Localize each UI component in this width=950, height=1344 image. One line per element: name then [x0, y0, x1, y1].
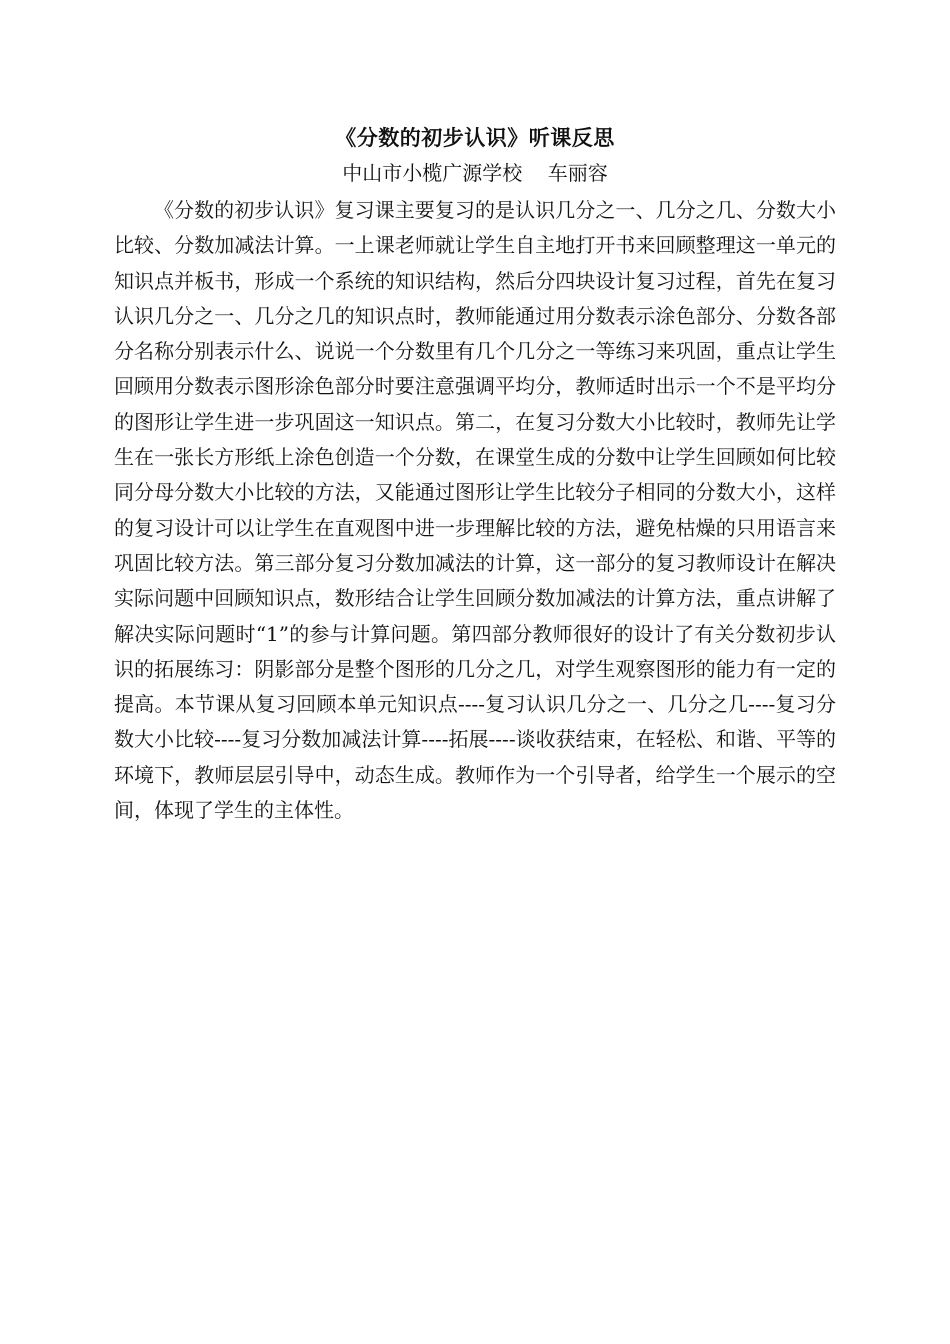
document-byline: 中山市小榄广源学校 车丽容	[342, 161, 608, 185]
document-title: 《分数的初步认识》听课反思	[335, 125, 615, 150]
document-body-paragraph: 《分数的初步认识》复习课主要复习的是认识几分之一、几分之几、分数大小比较、分数加减法计算。一上课老师就让学生自主地打开书来回顾整理这一单元的知识点并板书，形成一个系统的知识结构，然后分四块设计复习过程，首先在复习认识几分之一、几分之几的知识点时，教师能通过用分数表示涂色部分、分数各部分名称分别表示什么、说说一个分数里有几个几分之一等练习来巩固，重点让学生回顾用分数表示图形涂色部分时要注意强调平均分，教师适时出示一个不是平均分的图形让学生进一步巩固这一知识点。第二，在复习分数大小比较时，教师先让学生在一张长方形纸上涂色创造一个分数，在课堂生成的分数中让学生回顾如何比较同分母分数大小比较的方法，又能通过图形让学生比较分子相同的分数大小，这样的复习设计可以让学生在直观图中进一步理解比较的方法，避免枯燥的只用语言来巩固比较方法。第三部分复习分数加减法的计算，这一部分的复习教师设计在解决实际问题中回顾知识点，数形结合让学生回顾分数加减法的计算方法，重点讲解了解决实际问题时“1”的参与计算问题。第四部分教师很好的设计了有关分数初步认识的拓展练习：阴影部分是整个图形的几分之几，对学生观察图形的能力有一定的提高。本节课从复习回顾本单元知识点----复习认识几分之一、几分之几----复习分数大小比较----复习分数加减法计算----拓展----谈收获结束，在轻松、和谐、平等的环境下，教师层层引导中，动态生成。教师作为一个引导者，给学生一个展示的空间，体现了学生的主体性。	[114, 198, 836, 823]
